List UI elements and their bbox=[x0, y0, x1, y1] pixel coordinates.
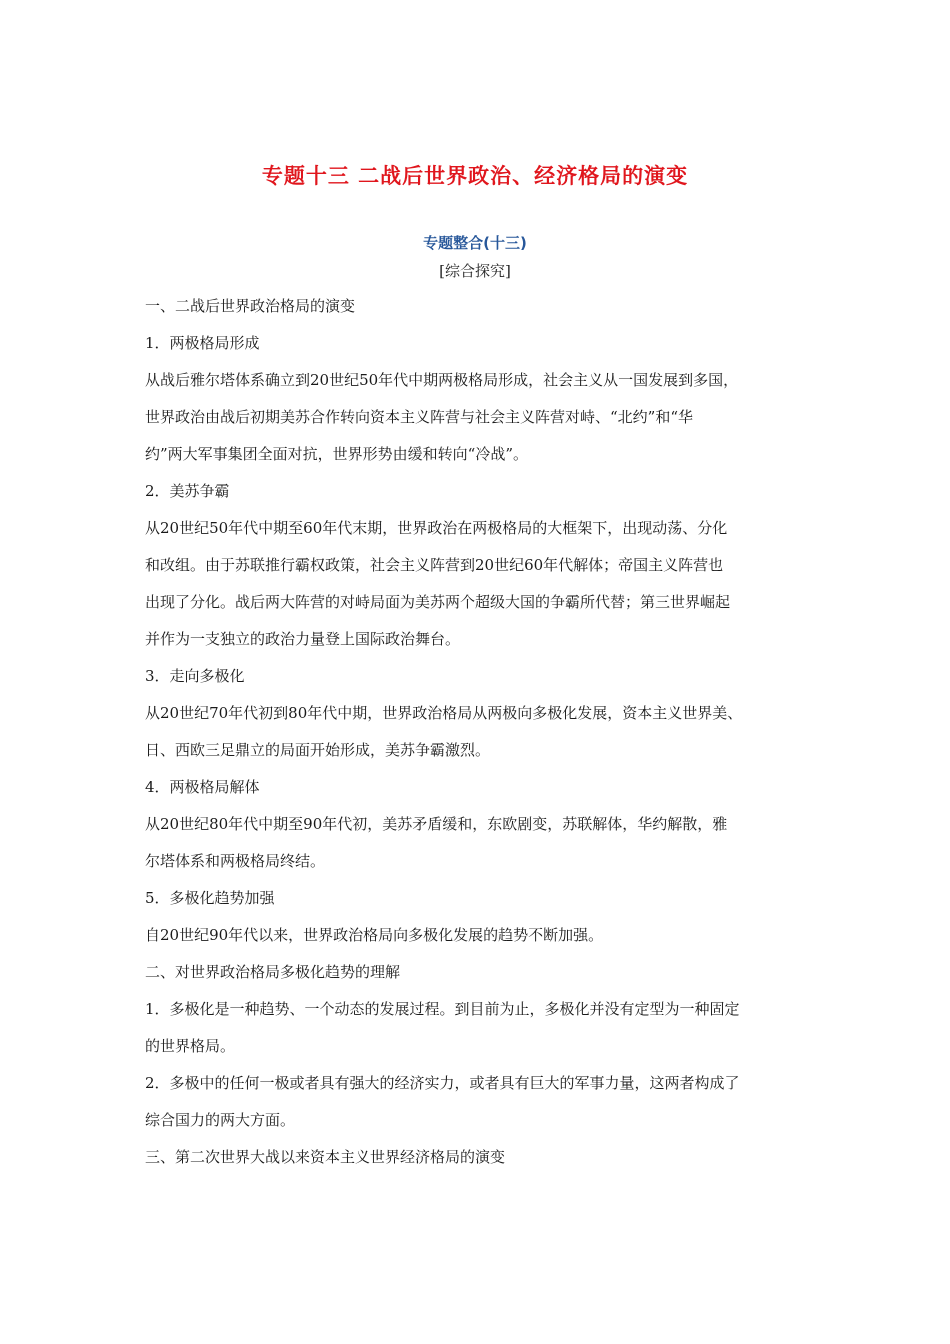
subheading-1-2: 2．美苏争霸 bbox=[145, 482, 230, 500]
page-title: 专题十三 二战后世界政治、经济格局的演变 bbox=[261, 164, 689, 188]
paragraph-line: 世界政治由战后初期美苏合作转向资本主义阵营与社会主义阵营对峙、“北约”和“华 bbox=[145, 408, 694, 426]
heading-3: 三、第二次世界大战以来资本主义世界经济格局的演变 bbox=[145, 1148, 506, 1166]
heading-2: 二、对世界政治格局多极化趋势的理解 bbox=[145, 963, 401, 981]
paragraph-line: 从20世纪70年代初到80年代中期，世界政治格局从两极向多极化发展，资本主义世界美、 bbox=[145, 704, 743, 722]
paragraph-line: 从20世纪50年代中期至60年代末期，世界政治在两极格局的大框架下，出现动荡、分化 bbox=[145, 519, 728, 537]
heading-1: 一、二战后世界政治格局的演变 bbox=[145, 297, 356, 315]
paragraph-line: 约”两大军事集团全面对抗，世界形势由缓和转向“冷战”。 bbox=[145, 445, 529, 463]
paragraph-line: 从战后雅尔塔体系确立到20世纪50年代中期两极格局形成，社会主义从一国发展到多国， bbox=[145, 371, 739, 389]
body-text bbox=[145, 288, 821, 1176]
paragraph-line: 和改组。由于苏联推行霸权政策，社会主义阵营到20世纪60年代解体；帝国主义阵营也 bbox=[145, 556, 724, 574]
paragraph-line: 综合国力的两大方面。 bbox=[145, 1111, 296, 1129]
paragraph-line: 出现了分化。战后两大阵营的对峙局面为美苏两个超级大国的争霸所代替；第三世界崛起 bbox=[145, 593, 731, 611]
paragraph-line: 尔塔体系和两极格局终结。 bbox=[145, 852, 326, 870]
paragraph-line: 自20世纪90年代以来，世界政治格局向多极化发展的趋势不断加强。 bbox=[145, 926, 604, 944]
paragraph-line: 从20世纪80年代中期至90年代初，美苏矛盾缓和，东欧剧变，苏联解体，华约解散，雅 bbox=[145, 815, 728, 833]
section-subtitle: 专题整合(十三) bbox=[423, 234, 527, 252]
subheading-1-4: 4．两极格局解体 bbox=[145, 778, 260, 796]
paragraph-line: 1．多极化是一种趋势、一个动态的发展过程。到目前为止，多极化并没有定型为一种固定 bbox=[145, 1000, 740, 1018]
section-tag: [综合探究] bbox=[439, 262, 511, 280]
paragraph-line: 日、西欧三足鼎立的局面开始形成，美苏争霸激烈。 bbox=[145, 741, 491, 759]
paragraph-line: 的世界格局。 bbox=[145, 1037, 236, 1055]
paragraph-line: 2．多极中的任何一极或者具有强大的经济实力，或者具有巨大的军事力量，这两者构成了 bbox=[145, 1074, 740, 1092]
subheading-1-1: 1．两极格局形成 bbox=[145, 334, 260, 352]
subheading-1-3: 3．走向多极化 bbox=[145, 667, 245, 685]
paragraph-line: 并作为一支独立的政治力量登上国际政治舞台。 bbox=[145, 630, 461, 648]
subheading-1-5: 5．多极化趋势加强 bbox=[145, 889, 275, 907]
